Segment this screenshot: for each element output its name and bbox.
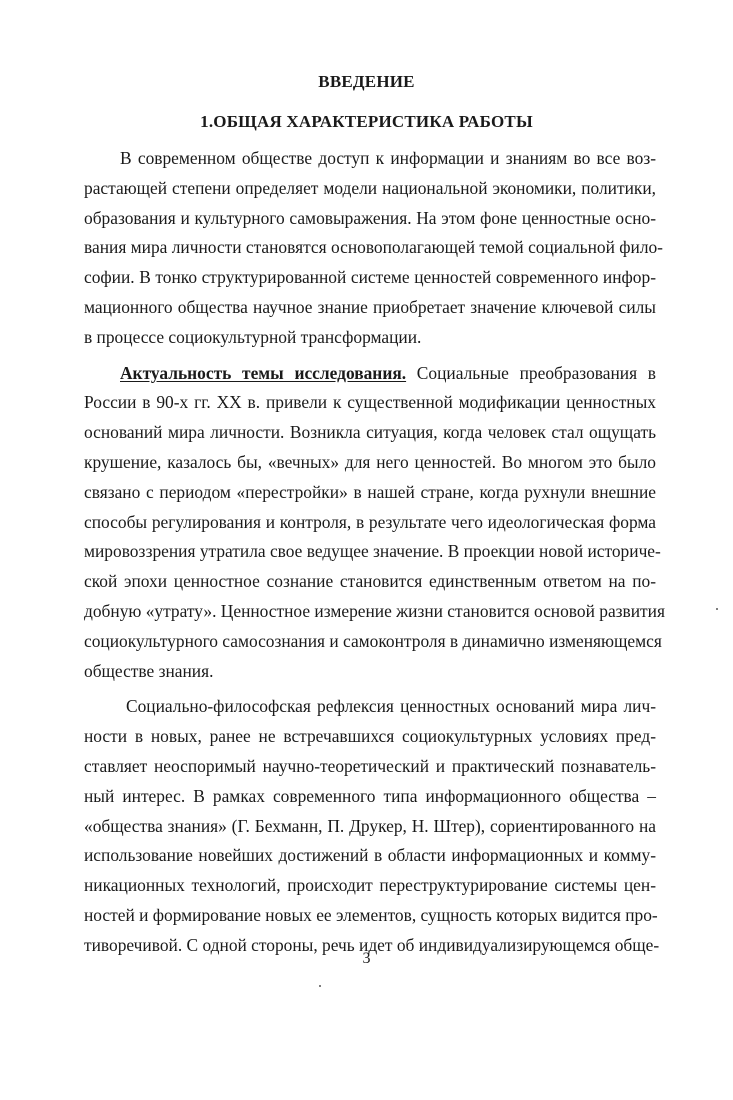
text-line: софии. В тонко структурированной системе ценностей современного инфор-	[84, 267, 656, 288]
text-line: связано с периодом «перестройки» в нашей стране, когда рухнули внешние	[84, 481, 656, 502]
heading-section-title: 1.ОБЩАЯ ХАРАКТЕРИСТИКА РАБОТЫ	[200, 112, 533, 131]
body-text	[84, 144, 665, 961]
text-line: никационных технологий, происходит переструктурирование системы цен-	[84, 875, 656, 896]
text-line: В современном обществе доступ к информации и знаниям во все воз-	[120, 148, 656, 168]
paragraph-1	[84, 144, 663, 353]
scan-speck	[319, 985, 321, 987]
text-line	[84, 359, 656, 389]
text-line: тиворечивой. С одной стороны, речь идет об индивидуализирующемся обще-	[84, 934, 660, 955]
text-line: растающей степени определяет модели национальной экономики, политики,	[84, 177, 656, 198]
text-line: ской эпохи ценностное сознание становится единственным ответом на по-	[84, 571, 656, 592]
text-line: в процессе социокультурной трансформации.	[84, 326, 422, 347]
text-line: образования и культурного самовыражения. На этом фоне ценностные осно-	[84, 207, 656, 228]
scan-speck	[716, 608, 718, 610]
text-line: способы регулирования и контроля, в результате чего идеологическая форма	[84, 511, 656, 532]
text-line: обществе знания.	[84, 660, 214, 681]
heading-introduction: ВВЕДЕНИЕ	[318, 72, 415, 91]
text-line: добную «утрату». Ценностное измерение жизни становится основой развития	[84, 600, 665, 621]
text-line: мационного общества научное знание приобретает значение ключевой силы	[84, 296, 656, 317]
text-line: крушение, казалось бы, «вечных» для него ценностей. Во многом это было	[84, 451, 656, 472]
paragraph-3	[84, 692, 660, 960]
text-line: использование новейших достижений в области информационных и комму-	[84, 845, 656, 866]
text-line: Социально-философская рефлексия ценностных оснований мира лич-	[126, 696, 656, 717]
text-line: вания мира личности становятся основополагающей темой социальной фило-	[84, 237, 663, 258]
text-line: «общества знания» (Г. Бехманн, П. Друкер, Н. Штер), сориентированного на	[84, 815, 656, 836]
text-line: оснований мира личности. Возникла ситуация, когда человек стал ощущать	[84, 422, 656, 443]
text-line: ный интерес. В рамках современного типа информационного общества –	[84, 785, 656, 806]
text-line: мировоззрения утратила свое ведущее значение. В проекции новой историче-	[84, 541, 661, 562]
text-line: социокультурного самосознания и самоконтроля в динамично изменяющемся	[84, 630, 662, 651]
text-line: ностей и формирование новых ее элементов, сущность которых видится про-	[84, 904, 658, 925]
text-line: ставляет неоспоримый научно-теоретический и практический познаватель-	[84, 755, 656, 776]
relevance-lead: Актуальность темы исследования.	[120, 362, 407, 383]
text-line: России в 90-х гг. XX в. привели к существенной модификации ценностных	[84, 392, 656, 413]
paragraph-2	[84, 359, 665, 687]
page-number: 3	[362, 950, 371, 967]
text-line-rest: Социальные преобразования в	[406, 362, 656, 383]
text-line: ности в новых, ранее не встречавшихся социокультурных условиях пред-	[84, 726, 656, 747]
